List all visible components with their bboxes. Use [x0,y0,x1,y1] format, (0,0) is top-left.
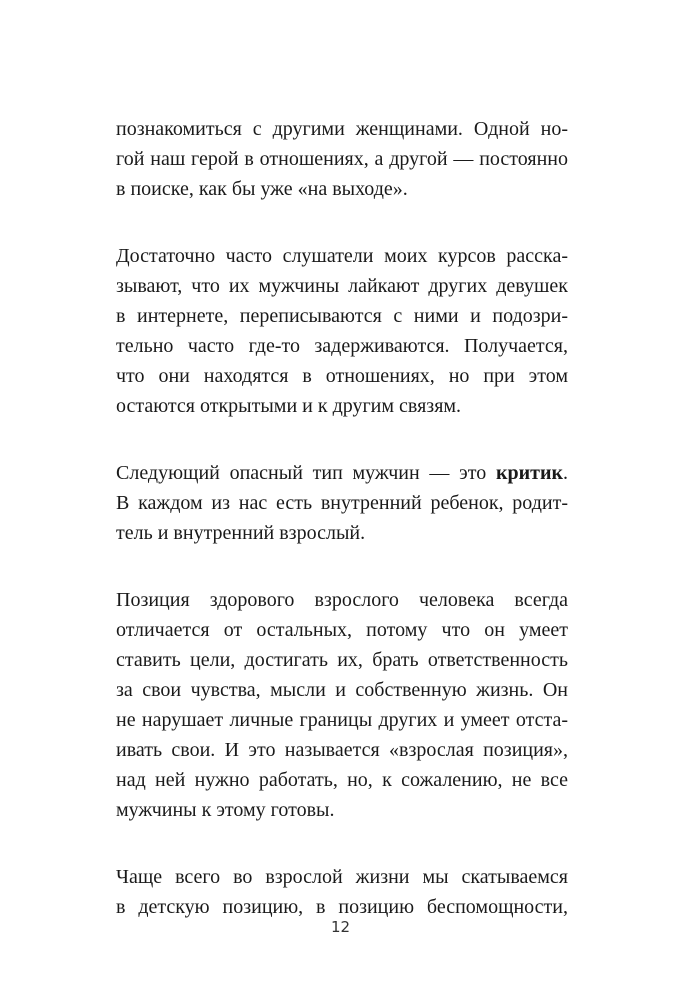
text-line: мужчины к этому готовы. [116,799,335,821]
text-line: познакомиться с другими женщинами. Одной но- [116,118,568,140]
page-number: 12 [330,918,351,936]
text-line: в детскую позицию, в позицию беспомощности, [116,896,568,918]
bold-term-critic: критик [495,462,563,484]
text-line: Чаще всего во взрослой жизни мы скатываемся [116,866,568,888]
text-line: ивать свои. И это называется «взрослая позиция», [116,739,568,761]
text-run: . [563,462,568,484]
text-line: ставить цели, достигать их, брать ответственность [116,649,568,671]
text-line: в интернете, переписываются с ними и подозри- [116,305,568,327]
text-line: что они находятся в отношениях, но при этом [116,365,568,387]
text-line: за свои чувства, мысли и собственную жизнь. Он [116,679,568,701]
paragraph-1 [116,114,568,204]
body-text [116,114,568,959]
text-line: гой наш герой в отношениях, а другой — постоянно [116,148,568,170]
text-line [116,458,568,488]
paragraph-3 [116,458,568,548]
paragraph-5 [116,862,568,922]
text-line: в поиске, как бы уже «на выходе». [116,178,408,200]
text-line: остаются открытыми и к другим связям. [116,395,462,417]
paragraph-4 [116,585,568,825]
text-line: тель и внутренний взрослый. [116,522,366,544]
text-run: Следующий опасный тип мужчин — это [116,462,496,484]
text-line: зывают, что их мужчины лайкают других девушек [116,275,568,297]
text-line: Достаточно часто слушатели моих курсов расска- [116,245,568,267]
paragraph-2 [116,241,568,421]
text-line: тельно часто где-то задерживаются. Получается, [116,335,568,357]
text-line: отличается от остальных, потому что он умеет [116,619,568,641]
text-line: над ней нужно работать, но, к сожалению, не все [116,769,568,791]
text-line: В каждом из нас есть внутренний ребенок, родит- [116,492,568,514]
text-line: не нарушает личные границы других и умеет отста- [116,709,568,731]
text-line: Позиция здорового взрослого человека всегда [116,589,568,611]
